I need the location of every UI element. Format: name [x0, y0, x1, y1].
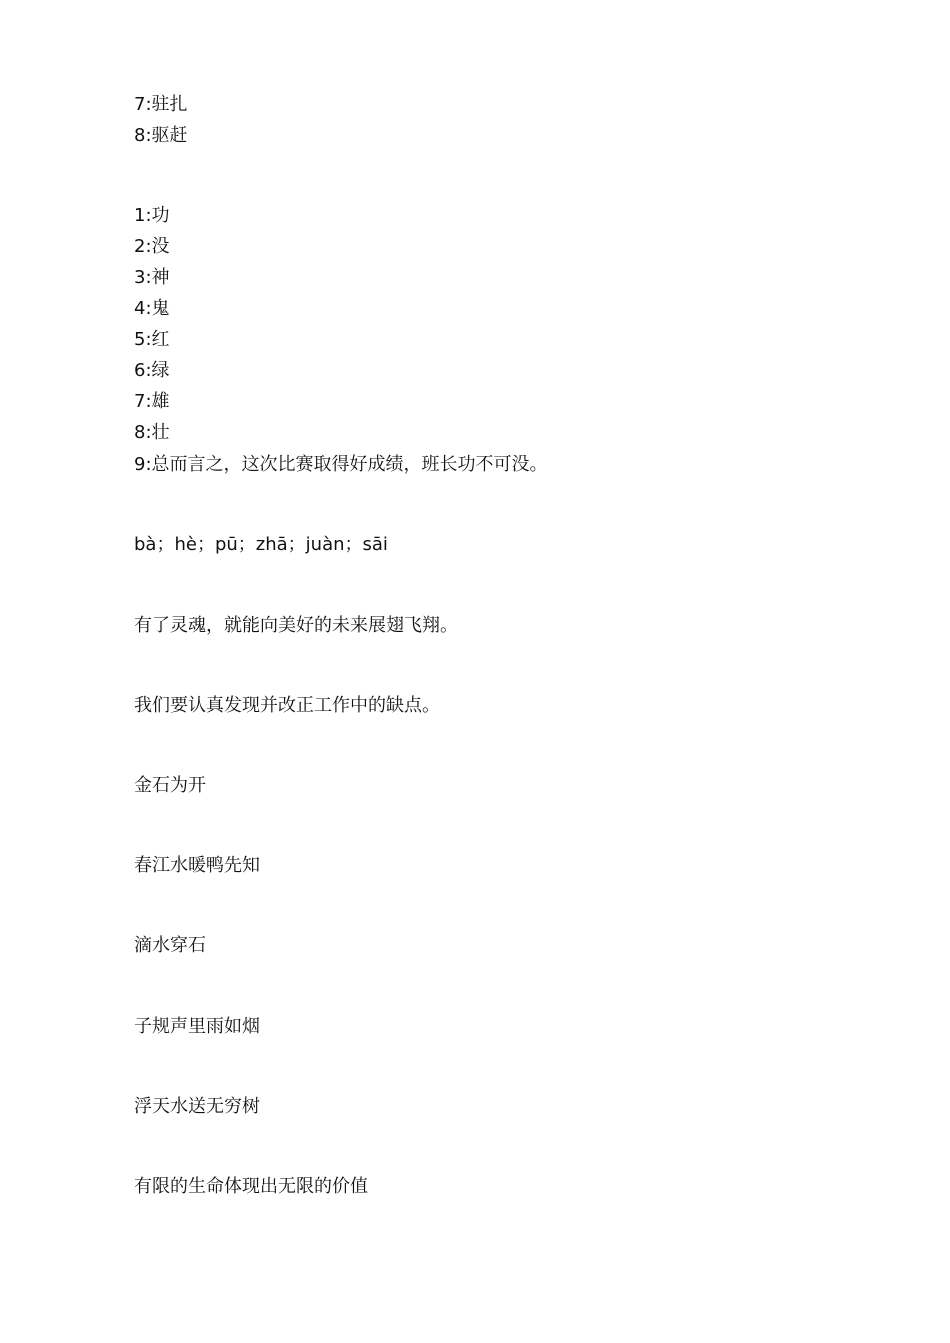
answer-line: 7:驻扎	[134, 94, 188, 115]
sentence-line: 我们要认真发现并改正工作中的缺点。	[134, 695, 440, 716]
poem-line: 浮天水送无穷树	[134, 1096, 260, 1117]
poem-line: 子规声里雨如烟	[134, 1016, 260, 1037]
answer-line: 8:壮	[134, 422, 170, 443]
answer-line: 7:雄	[134, 391, 170, 412]
answer-line: 9:总而言之，这次比赛取得好成绩，班长功不可没。	[134, 454, 548, 475]
answer-line: 8:驱赶	[134, 125, 188, 146]
answer-line: 1:功	[134, 205, 170, 226]
idiom-line: 金石为开	[134, 775, 206, 796]
sentence-line: 有了灵魂，就能向美好的未来展翅飞翔。	[134, 615, 458, 636]
answer-line: 6:绿	[134, 360, 170, 381]
answer-line: 4:鬼	[134, 298, 170, 319]
pinyin-line: bà；hè；pū；zhā；juàn；sāi	[134, 534, 388, 555]
poem-line: 春江水暖鸭先知	[134, 855, 260, 876]
answer-line: 3:神	[134, 267, 170, 288]
idiom-line: 滴水穿石	[134, 935, 206, 956]
answer-line: 2:没	[134, 236, 170, 257]
answer-line: 5:红	[134, 329, 170, 350]
sentence-line: 有限的生命体现出无限的价值	[134, 1176, 368, 1197]
